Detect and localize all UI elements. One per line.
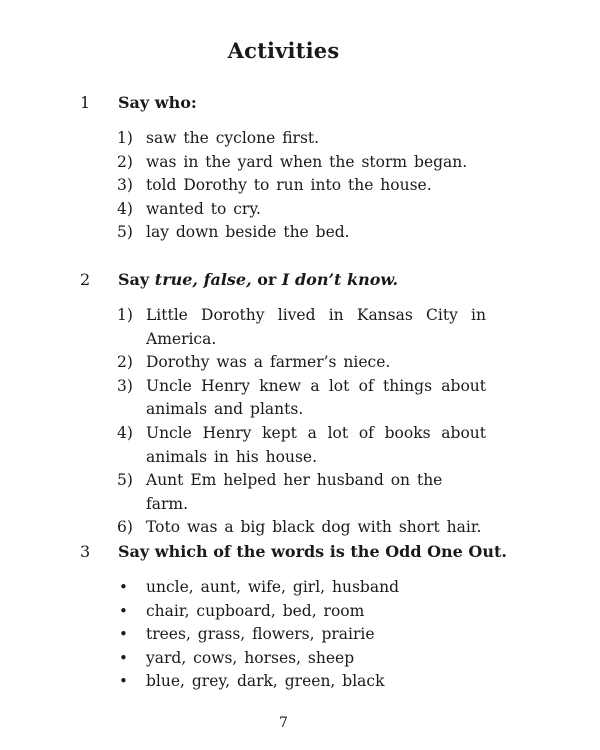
instruction-prefix: Say	[118, 270, 150, 289]
list-item	[0, 198, 600, 222]
instruction-italic: true, false,	[154, 270, 252, 289]
item-number: 1)	[117, 129, 133, 147]
item-text: was in the yard when the storm began.	[146, 152, 468, 171]
item-text: Toto was a big black dog with short hair.	[146, 518, 482, 537]
list-item	[0, 375, 600, 422]
list-item	[0, 422, 600, 469]
bullet-icon: •	[119, 601, 128, 620]
item-text: Uncle Henry knew a lot of things about animals and plants.	[146, 376, 486, 419]
item-text: lay down beside the bed.	[146, 223, 350, 242]
item-number: 5)	[117, 471, 133, 490]
activity-instruction	[118, 270, 398, 289]
bullet-icon: •	[119, 578, 128, 596]
bullet-icon: •	[119, 625, 128, 644]
activity-number: 3	[80, 542, 91, 561]
item-text: saw the cyclone first.	[146, 129, 320, 147]
list-item	[0, 600, 600, 624]
item-text: told Dorothy to run into the house.	[146, 176, 432, 195]
item-text: yard, cows, horses, sheep	[146, 648, 355, 667]
item-text: Little Dorothy lived in Kansas City in America.	[146, 306, 486, 348]
list-item	[0, 351, 600, 375]
list-item	[0, 623, 600, 647]
item-number: 2)	[117, 152, 133, 171]
list-item	[0, 469, 600, 516]
item-text: trees, grass, flowers, prairie	[146, 625, 375, 644]
activity-2	[0, 270, 600, 537]
activity-instruction: Say who:	[118, 93, 197, 112]
item-text: Aunt Em helped her husband on the farm.	[146, 471, 443, 513]
item-number: 1)	[117, 306, 133, 324]
list-item	[0, 670, 600, 694]
list-item	[0, 516, 600, 540]
activity-3-header	[0, 542, 600, 566]
activity-2-header	[0, 270, 600, 294]
item-text: chair, cupboard, bed, room	[146, 601, 365, 620]
activity-number: 2	[80, 270, 91, 289]
item-number: 5)	[117, 223, 133, 242]
list-item	[0, 174, 600, 198]
activity-1-list	[0, 127, 600, 245]
bullet-icon: •	[119, 648, 128, 667]
page-title: Activities	[227, 38, 340, 63]
activity-instruction: Say which of the words is the Odd One Out.	[118, 542, 507, 561]
item-text: wanted to cry.	[146, 199, 261, 218]
list-item	[0, 221, 600, 245]
instruction-italic-2: I don’t know.	[281, 270, 399, 289]
list-item	[0, 576, 600, 600]
instruction-mid: or	[257, 270, 277, 289]
item-number: 3)	[117, 176, 133, 195]
item-text: Dorothy was a farmer’s niece.	[146, 353, 391, 372]
list-item	[0, 127, 600, 151]
item-text: Uncle Henry kept a lot of books about animals in his house.	[146, 423, 486, 466]
list-item	[0, 647, 600, 671]
item-number: 6)	[117, 518, 133, 537]
item-number: 4)	[117, 423, 133, 442]
list-item	[0, 151, 600, 175]
page-number: 7	[279, 715, 288, 731]
activity-1	[0, 93, 600, 242]
bullet-icon: •	[119, 672, 128, 691]
item-text: uncle, aunt, wife, girl, husband	[146, 578, 399, 596]
activity-1-header	[0, 93, 600, 117]
item-number: 2)	[117, 353, 133, 372]
activity-3	[0, 542, 600, 691]
item-number: 3)	[117, 376, 133, 395]
item-text: blue, grey, dark, green, black	[146, 672, 385, 691]
list-item	[0, 304, 600, 351]
activity-3-list	[0, 576, 600, 694]
activity-2-list	[0, 304, 600, 540]
item-number: 4)	[117, 199, 133, 218]
activity-number: 1	[80, 93, 91, 112]
